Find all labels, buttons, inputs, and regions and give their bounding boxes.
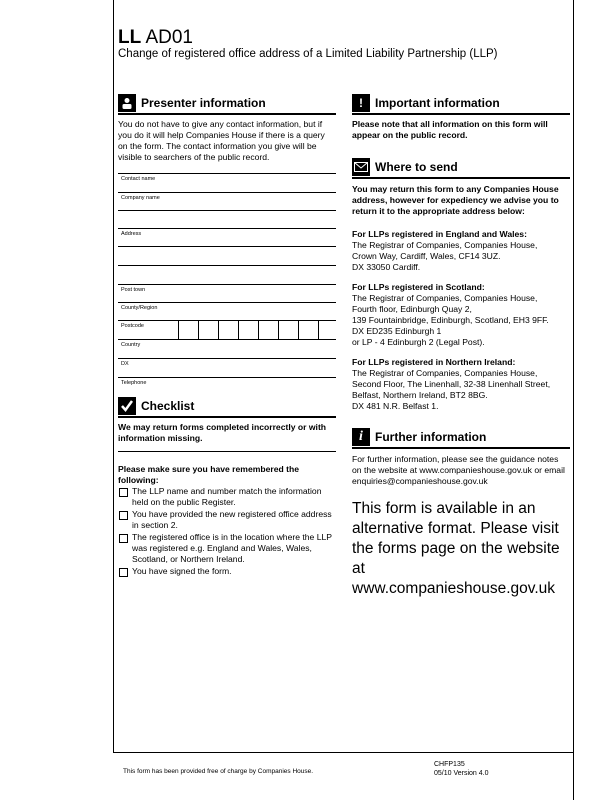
scotland-line: or LP - 4 Edinburgh 2 (Legal Post). (352, 337, 485, 347)
where-to-send-title: Where to send (375, 160, 458, 174)
northern-ireland-line: Second Floor, The Linenhall, 32-38 Linenhall Street, (352, 379, 551, 389)
company-name-field[interactable] (118, 192, 336, 210)
postcode-label: Postcode (121, 323, 144, 329)
form-code (118, 27, 193, 49)
country-label: Country (121, 342, 141, 348)
address-label: Address (121, 231, 142, 237)
england-line: The Registrar of Companies, Companies House, (352, 240, 538, 250)
important-section (352, 93, 570, 141)
presenter-section (118, 93, 336, 163)
presenter-intro: You do not have to give any contact information, but if you do it will help Companies House if there is a query on the form. The contact information you give will be visible to searchers of the public record. (118, 119, 325, 162)
telephone-field[interactable] (118, 377, 336, 395)
telephone-label: Telephone (121, 380, 147, 386)
england-title: For LLPs registered in England and Wales: (352, 229, 527, 239)
checklist-item[interactable]: You have provided the new registered office address in section 2. (118, 509, 336, 531)
free-of-charge-note: This form has been provided free of charge by Companies House. (123, 768, 314, 775)
country-field[interactable] (118, 339, 336, 357)
england-line: Crown Way, Cardiff, Wales, CF14 3UZ. (352, 251, 501, 261)
exclamation-icon: ! (352, 94, 370, 112)
form-title: Change of registered office address of a Limited Liability Partnership (LLP) (118, 48, 498, 60)
info-icon: i (352, 428, 370, 446)
scotland-title: For LLPs registered in Scotland: (352, 282, 485, 292)
presenter-header (118, 93, 336, 115)
scotland-line: The Registrar of Companies, Companies House, (352, 293, 538, 303)
important-text: Please note that all information on this form will appear on the public record. (352, 119, 548, 140)
contact-name-label: Contact name (121, 176, 156, 182)
checklist-warning: We may return forms completed incorrectly or with information missing. (118, 418, 336, 452)
dx-field[interactable] (118, 358, 336, 376)
person-icon (118, 94, 136, 112)
county-region-label: County/Region (121, 305, 158, 311)
contact-name-field[interactable] (118, 173, 336, 193)
northern-ireland-line: DX 481 N.R. Belfast 1. (352, 401, 439, 411)
scotland-line: Fourth floor, Edinburgh Quay 2, (352, 304, 472, 314)
england-line: DX 33050 Cardiff. (352, 262, 421, 272)
scotland-line: 139 Fountainbridge, Edinburgh, Scotland, EH3 9FF. (352, 315, 549, 325)
form-code-number: AD01 (145, 27, 193, 48)
left-margin-rule (113, 0, 114, 752)
form-code-prefix: LL (118, 27, 142, 48)
checklist-item[interactable]: You have signed the form. (118, 566, 336, 577)
northern-ireland-line: The Registrar of Companies, Companies House, (352, 368, 538, 378)
where-to-send-intro: You may return this form to any Companies House address, however for expediency we advise you to return it to the appropriate address below: (352, 184, 559, 216)
northern-ireland-line: Belfast, Northern Ireland, BT2 8BG. (352, 390, 488, 400)
checklist-item[interactable]: The LLP name and number match the information held on the public Register. (118, 486, 336, 508)
checklist-section (118, 396, 336, 578)
dx-label: DX (121, 361, 129, 367)
presenter-title: Presenter information (141, 96, 266, 110)
checklist-header (118, 396, 336, 418)
further-section (352, 427, 570, 599)
right-margin-rule (573, 0, 574, 800)
form-chfp-code: CHFP135 (434, 761, 465, 768)
scotland-line: DX ED235 Edinburgh 1 (352, 326, 442, 336)
england-address (352, 229, 570, 273)
address-line2[interactable] (118, 246, 336, 264)
important-header (352, 93, 570, 115)
northern-ireland-address (352, 357, 570, 412)
post-town-field[interactable] (118, 284, 336, 302)
checklist-item[interactable]: The registered office is in the location where the LLP was registered e.g. England and Wales, Wales, Scotland, or Northern Ireland. (118, 532, 336, 565)
footer-rule (113, 752, 574, 753)
alternative-format-note: This form is available in an alternative format. Please visit the forms page on the website at www.companieshouse.gov.uk (352, 500, 560, 597)
northern-ireland-title: For LLPs registered in Northern Ireland: (352, 357, 516, 367)
checklist-title: Checklist (141, 399, 195, 413)
checklist-items (118, 486, 336, 577)
address-field[interactable] (118, 228, 336, 246)
checkmark-icon (118, 397, 136, 415)
form-version (434, 760, 489, 778)
scotland-address (352, 282, 570, 348)
checklist-reminder: Please make sure you have remembered the following: (118, 464, 300, 485)
where-to-send-header (352, 157, 570, 179)
further-title: Further information (375, 430, 487, 444)
company-name-line2[interactable] (118, 210, 336, 228)
county-region-field[interactable] (118, 302, 336, 320)
post-town-label: Post town (121, 287, 146, 293)
address-line3[interactable] (118, 265, 336, 283)
where-to-send-section (352, 157, 570, 412)
important-title: Important information (375, 96, 500, 110)
company-name-label: Company name (121, 195, 160, 201)
envelope-icon (352, 158, 370, 176)
form-version-text: 05/10 Version 4.0 (434, 770, 489, 777)
postcode-boxes[interactable] (178, 321, 338, 339)
further-header (352, 427, 570, 449)
further-text: For further information, please see the guidance notes on the website at www.companieshouse.gov.uk or email enquiries@companieshouse.gov.uk (352, 454, 565, 486)
